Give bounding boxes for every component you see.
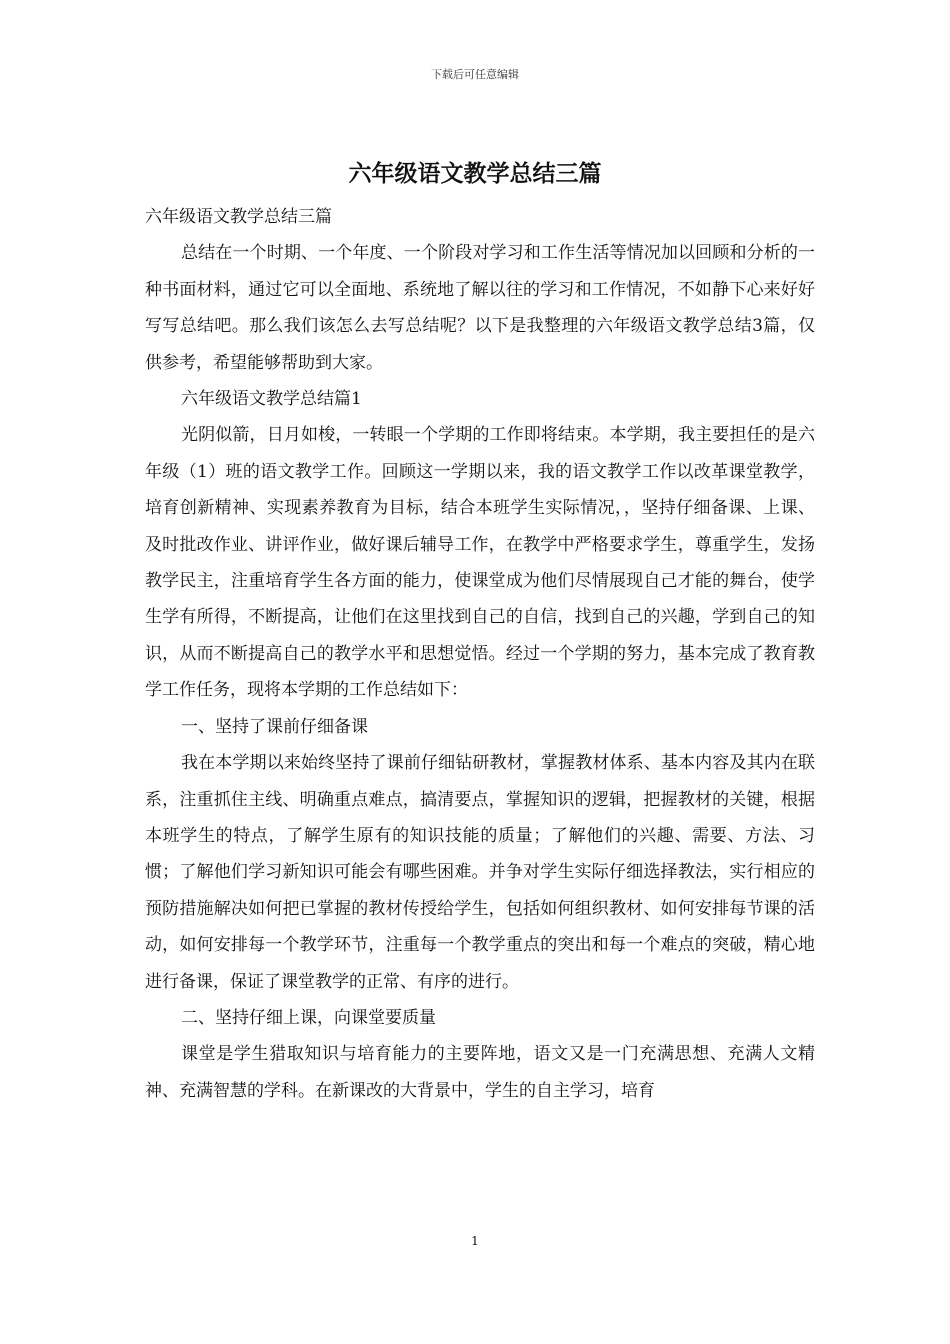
body-paragraph: 课堂是学生猎取知识与培育能力的主要阵地，语文又是一门充满思想、充满人文精神、充满智慧的学科。在新课改的大背景中，学生的自主学习，培育 <box>145 1044 815 1101</box>
document-title: 六年级语文教学总结三篇 <box>348 161 602 187</box>
section-heading-prep: 一、坚持了课前仔细备课 <box>181 716 368 737</box>
body-paragraph: 光阴似箭，日月如梭，一转眼一个学期的工作即将结束。本学期，我主要担任的是六年级（1）班的语文教学工作。回顾这一学期以来，我的语文教学工作以改革课堂教学，培育创新精神、实现素养教育为目标，结合本班学生实际情况，，坚持仔细备课、上课、及时批改作业、讲评作业，做好课后辅导工作，在教学中严格要求学生，尊重学生，发扬教学民主，注重培育学生各方面的能力，使课堂成为他们尽情展现自己才能的舞台，使学生学有所得，不断提高，让他们在这里找到自己的自信，找到自己的兴趣，学到自己的知识，从而不断提高自己的教学水平和思想觉悟。经过一个学期的努力，基本完成了教育教学工作任务，现将本学期的工作总结如下： <box>145 425 815 701</box>
section-heading-class: 二、坚持仔细上课，向课堂要质量 <box>181 1007 436 1028</box>
subtitle-line: 六年级语文教学总结三篇 <box>145 207 332 227</box>
section-heading-part1: 六年级语文教学总结篇1 <box>181 389 362 410</box>
document-body <box>145 199 815 1109</box>
header-note: 下载后可任意编辑 <box>431 68 519 81</box>
page-number: 1 <box>471 1234 479 1248</box>
body-paragraph: 我在本学期以来始终坚持了课前仔细钻研教材，掌握教材体系、基本内容及其内在联系，注重抓住主线、明确重点难点，搞清要点，掌握知识的逻辑，把握教材的关键，根据本班学生的特点，了解学生原有的知识技能的质量；了解他们的兴趣、需要、方法、习惯；了解他们学习新知识可能会有哪些困难。并争对学生实际仔细选择教法，实行相应的预防措施解决如何把已掌握的教材传授给学生，包括如何组织教材、如何安排每节课的活动，如何安排每一个教学环节，注重每一个教学重点的突出和每一个难点的突破，精心地进行备课，保证了课堂教学的正常、有序的进行。 <box>145 753 815 992</box>
intro-paragraph: 总结在一个时期、一个年度、一个阶段对学习和工作生活等情况加以回顾和分析的一种书面材料，通过它可以全面地、系统地了解以往的学习和工作情况，不如静下心来好好写写总结吧。那么我们该怎么去写总结呢？以下是我整理的六年级语文教学总结3篇，仅供参考，希望能够帮助到大家。 <box>145 243 815 373</box>
